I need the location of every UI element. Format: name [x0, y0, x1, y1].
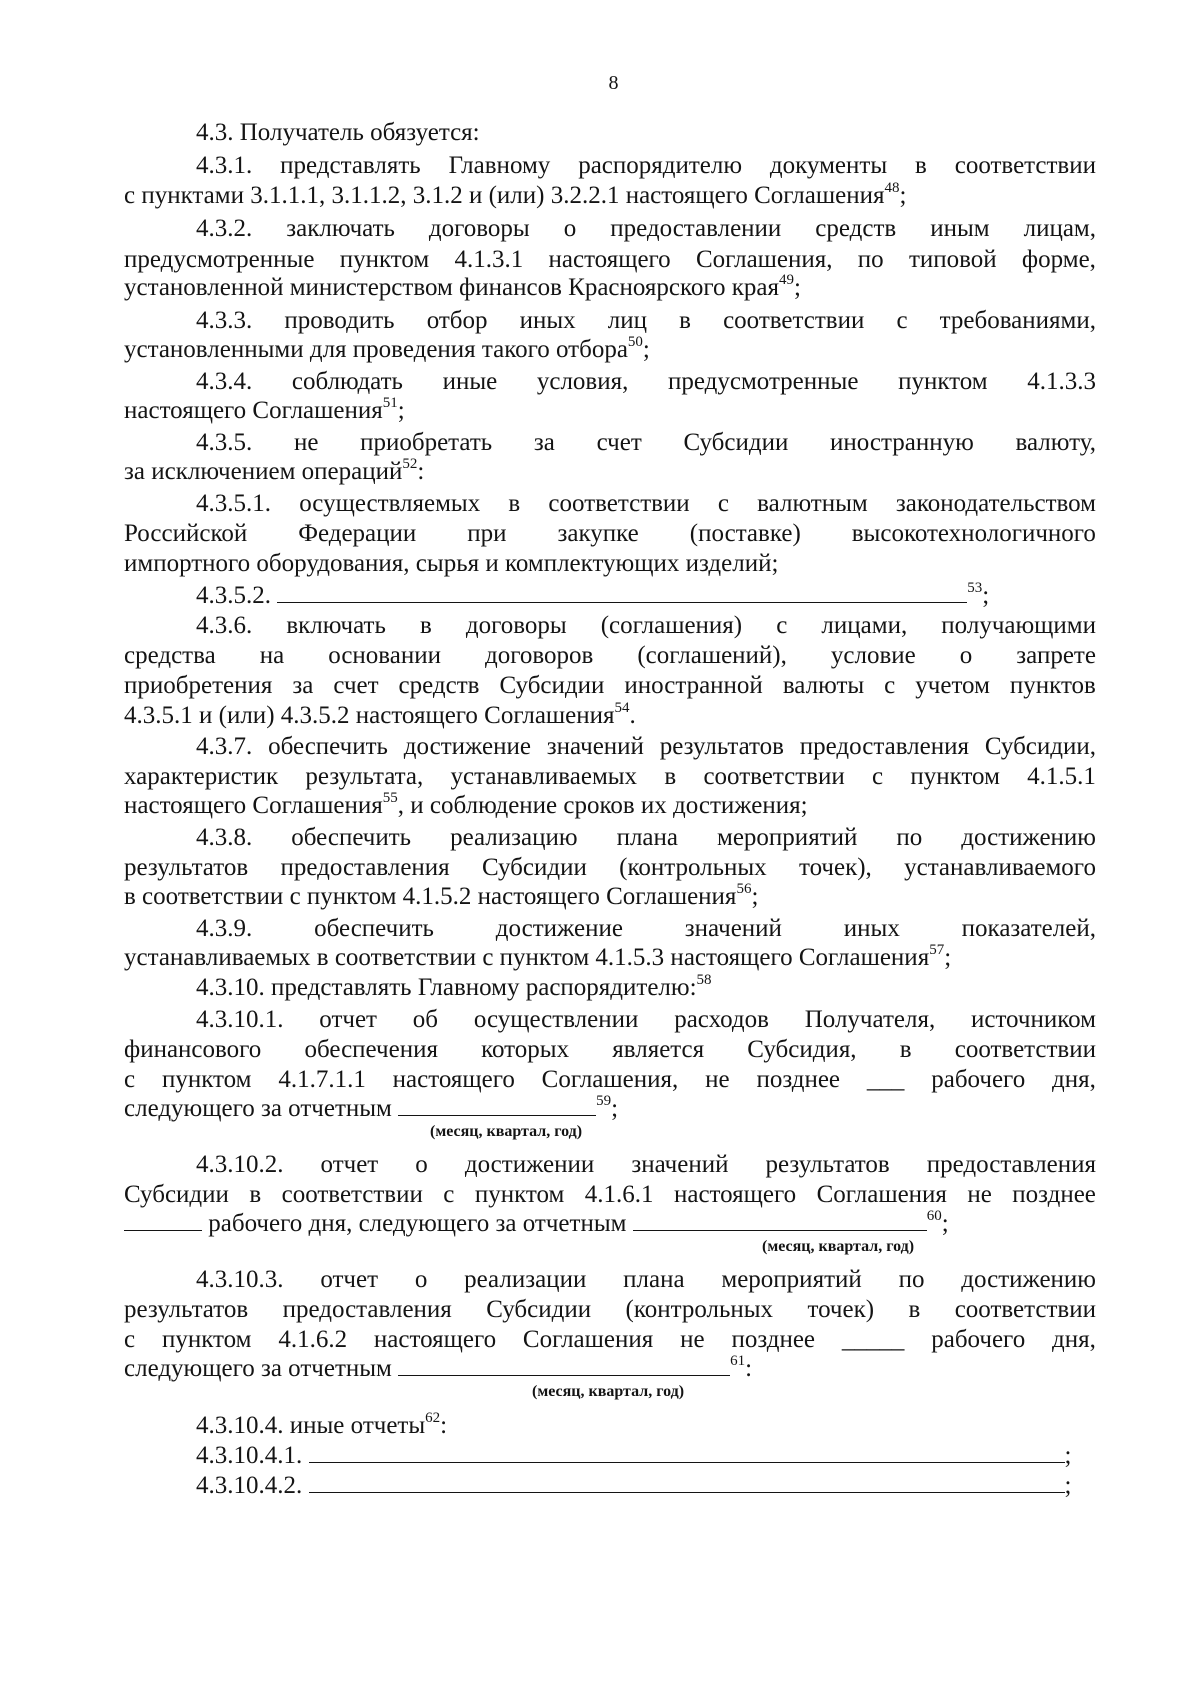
- word: проводить: [284, 307, 395, 334]
- text-line: [196, 305, 1096, 337]
- word: в: [679, 307, 691, 334]
- footnote-ref: 49: [779, 271, 795, 288]
- word: которых: [481, 1036, 570, 1063]
- word: документы: [769, 152, 888, 179]
- footnote-ref: 58: [696, 971, 712, 988]
- word: о: [415, 1151, 428, 1178]
- text-line: в соответствии с пунктом 4.1.5.2 настоящего Соглашения$^{56}$;: [124, 880, 759, 910]
- word: 4.1.7.1.1: [278, 1066, 366, 1093]
- word: с: [443, 1181, 455, 1208]
- word: распорядителю: [578, 152, 743, 179]
- word: в: [419, 612, 432, 639]
- text-line: [196, 1149, 1096, 1181]
- word: точек): [807, 1296, 875, 1323]
- text-line: установленными для проведения такого отбора$^{50}$;: [124, 333, 650, 363]
- text-line: [124, 852, 1096, 884]
- word: реализацию: [450, 824, 578, 851]
- word: предоставления: [280, 854, 450, 881]
- word: приобретать: [360, 429, 493, 456]
- word: 4.3.5.: [196, 429, 253, 456]
- word: обеспечить: [268, 733, 388, 760]
- word: значений: [631, 1151, 729, 1178]
- fill-in-blank[interactable]: [277, 580, 967, 603]
- word: средств: [815, 215, 897, 242]
- word: пунктов: [1009, 672, 1096, 699]
- word: соответствии: [548, 490, 690, 517]
- text-line: следующего за отчетным $^{59}$;: [124, 1092, 619, 1122]
- word: достижению: [961, 824, 1096, 851]
- word: в: [508, 490, 521, 517]
- word: закупке: [557, 520, 639, 547]
- word: настоящего: [392, 1066, 515, 1093]
- word: результатов: [124, 1296, 249, 1323]
- period-caption: (месяц, квартал, год): [762, 1238, 915, 1255]
- text-line: [196, 822, 1096, 854]
- word: является: [612, 1036, 705, 1063]
- word: запрете: [1016, 642, 1096, 669]
- word: предусмотренные: [124, 246, 315, 273]
- word: в: [915, 152, 927, 179]
- word: плана: [623, 1266, 685, 1293]
- word: форме,: [1021, 246, 1096, 273]
- word: устанавливаемых: [450, 763, 638, 790]
- footnote-ref: 62: [425, 1409, 441, 1426]
- word: Российской: [124, 520, 248, 547]
- footnote-ref: 59: [596, 1092, 612, 1109]
- word: за: [533, 429, 555, 456]
- word: (контрольных: [625, 1296, 774, 1323]
- word: соответствии: [954, 1296, 1096, 1323]
- word: договоры: [465, 612, 567, 639]
- word: осуществляемых: [299, 490, 481, 517]
- word: Субсидия,: [747, 1036, 857, 1063]
- word: при: [467, 520, 507, 547]
- word: иных: [843, 915, 900, 942]
- word: представлять: [280, 152, 421, 179]
- word: 4.3.10.1.: [196, 1006, 284, 1033]
- text-line: следующего за отчетным $^{61}$:: [124, 1352, 753, 1382]
- word: достижение: [403, 733, 531, 760]
- word: счет: [596, 429, 642, 456]
- word: (поставке): [689, 520, 801, 547]
- word: Главному: [448, 152, 551, 179]
- text-line: [196, 366, 1096, 398]
- word: иностранной: [624, 672, 763, 699]
- word: финансового: [124, 1036, 262, 1063]
- word: достижении: [464, 1151, 595, 1178]
- word: Субсидии: [481, 854, 587, 881]
- word: о: [563, 215, 577, 242]
- word: соответствии: [281, 1181, 423, 1208]
- word: с: [124, 1066, 136, 1093]
- word: рабочего: [931, 1326, 1026, 1353]
- text-line: [196, 488, 1096, 520]
- word: лицами,: [821, 612, 908, 639]
- word: лиц: [607, 307, 648, 334]
- word: валюту,: [1015, 429, 1096, 456]
- text-line: рабочего дня, следующего за отчетным $^{60}$;: [124, 1208, 1096, 1240]
- word: отчет: [320, 1151, 379, 1178]
- word: по: [896, 824, 923, 851]
- word: средств: [398, 672, 480, 699]
- word: соответствии: [703, 763, 845, 790]
- word: позднее: [1012, 1181, 1096, 1208]
- fill-in-blank[interactable]: [398, 1093, 596, 1116]
- word: не: [293, 429, 319, 456]
- text-line: 4.3.5.1 и (или) 4.3.5.2 настоящего Соглашения$^{54}$.: [124, 699, 636, 729]
- word: с: [871, 763, 884, 790]
- word: (соглашений),: [637, 642, 787, 669]
- word: Федерации: [298, 520, 417, 547]
- word: предоставления: [282, 1296, 452, 1323]
- footnote-ref: 51: [382, 394, 398, 411]
- fill-in-blank[interactable]: [309, 1440, 1065, 1463]
- word: характеристик: [124, 763, 279, 790]
- word: иных: [519, 307, 576, 334]
- word: получающими: [941, 612, 1096, 639]
- word: реализации: [464, 1266, 587, 1293]
- word: заключать: [286, 215, 395, 242]
- word: по: [857, 246, 884, 273]
- word: пунктом: [474, 1181, 565, 1208]
- word: с: [896, 307, 908, 334]
- word: 4.3.5.1.: [196, 490, 271, 517]
- word: соблюдать: [291, 368, 403, 395]
- text-line: [124, 548, 1096, 580]
- word: пунктом: [910, 763, 1000, 790]
- word: не: [967, 1181, 992, 1208]
- text-line: настоящего Соглашения$^{51}$;: [124, 394, 405, 424]
- word: Соглашения,: [541, 1066, 679, 1093]
- text-line: [196, 117, 1096, 149]
- word: 4.3.6.: [196, 612, 253, 639]
- word: предоставлении: [610, 215, 782, 242]
- word: импортного оборудования, сырья и комплектующих изделий;: [124, 550, 779, 577]
- word: требованиями,: [939, 307, 1096, 334]
- word: соответствии: [723, 307, 865, 334]
- word: 4.1.3.1: [454, 246, 524, 273]
- footnote-ref: 54: [614, 699, 630, 716]
- word: результатов: [124, 854, 249, 881]
- word: в: [899, 1036, 912, 1063]
- word: результатов: [659, 733, 784, 760]
- word: устанавливаемого: [904, 854, 1096, 881]
- word: Соглашения: [816, 1181, 947, 1208]
- word: настоящего: [548, 246, 671, 273]
- word: обеспечить: [314, 915, 434, 942]
- word: договоров: [485, 642, 594, 669]
- word: учетом: [915, 672, 990, 699]
- word: 4.1.6.1: [584, 1181, 654, 1208]
- word: 4.1.5.1: [1027, 763, 1096, 790]
- period-caption: (месяц, квартал, год): [430, 1123, 583, 1140]
- word: на: [259, 642, 285, 669]
- word: счет: [333, 672, 379, 699]
- word: позднее: [756, 1066, 841, 1093]
- word: 4.3.7.: [196, 733, 253, 760]
- text-line: [124, 670, 1096, 702]
- word: Субсидии: [683, 429, 789, 456]
- word: 4.1.6.2: [278, 1326, 348, 1353]
- word: лицам,: [1023, 215, 1096, 242]
- footnote-ref: 56: [736, 880, 752, 897]
- text-line: [124, 640, 1096, 672]
- word: показателей,: [961, 915, 1096, 942]
- word: Субсидии: [486, 1296, 592, 1323]
- word: позднее: [731, 1326, 816, 1353]
- word: плана: [616, 824, 679, 851]
- text-line: [196, 610, 1096, 642]
- word: _____: [841, 1326, 905, 1353]
- word: Субсидии: [499, 672, 605, 699]
- word: не: [705, 1066, 730, 1093]
- text-line: [124, 1324, 1096, 1356]
- word: условия,: [536, 368, 629, 395]
- word: основании: [328, 642, 442, 669]
- text-line: [124, 1064, 1096, 1096]
- word: 4.1.3.3: [1027, 368, 1096, 395]
- word: условие: [830, 642, 916, 669]
- word: валютным: [757, 490, 868, 517]
- footnote-ref: 55: [382, 789, 398, 806]
- word: по: [898, 1266, 925, 1293]
- word: обеспечить: [291, 824, 412, 851]
- text-line: [124, 1294, 1096, 1326]
- word: с: [884, 672, 896, 699]
- text-line: 4.3.10. представлять Главному распорядителю:$^{58}$: [196, 971, 712, 1001]
- word: пунктом: [339, 246, 430, 273]
- word: о: [414, 1266, 428, 1293]
- period-caption: (месяц, квартал, год): [532, 1383, 685, 1400]
- word: в: [249, 1181, 262, 1208]
- fill-in-blank[interactable]: [398, 1353, 730, 1376]
- word: о: [959, 642, 973, 669]
- text-line: [124, 1034, 1096, 1066]
- fill-in-blank[interactable]: [124, 1208, 202, 1231]
- text-line: [196, 1004, 1096, 1036]
- word: приобретения: [124, 672, 273, 699]
- word: пунктом: [161, 1326, 252, 1353]
- word: 4.3.2.: [196, 215, 253, 242]
- word: предоставления: [799, 733, 969, 760]
- word: отчет: [319, 1006, 377, 1033]
- word: Субсидии,: [984, 733, 1096, 760]
- footnote-ref: 48: [884, 179, 900, 196]
- text-line: [196, 427, 1096, 459]
- word: пунктом: [898, 368, 988, 395]
- text-line: [124, 1179, 1096, 1211]
- word: типовой: [908, 246, 997, 273]
- word: дня,: [1052, 1326, 1096, 1353]
- word: настоящего: [673, 1181, 797, 1208]
- word: отчет: [320, 1266, 379, 1293]
- word: иностранную: [830, 429, 974, 456]
- word: 4.3.1.: [196, 152, 253, 179]
- word: результата,: [305, 763, 424, 790]
- text-line: установленной министерством финансов Красноярского края$^{49}$;: [124, 271, 801, 301]
- word: 4.3.9.: [196, 915, 253, 942]
- footnote-ref: 50: [627, 333, 643, 350]
- text-line: [196, 213, 1096, 245]
- word: значений: [546, 733, 644, 760]
- word: результатов: [765, 1151, 890, 1178]
- text-line: за исключением операций$^{52}$:: [124, 455, 425, 485]
- word: договоры: [428, 215, 530, 242]
- word: Соглашения,: [695, 246, 833, 273]
- word: ___: [866, 1066, 905, 1093]
- word: Соглашения: [522, 1326, 654, 1353]
- word: с: [717, 490, 729, 517]
- word: 4.3. Получатель обязуется:: [196, 119, 480, 146]
- text-line: [124, 761, 1096, 793]
- word: соответствии: [954, 1036, 1096, 1063]
- fill-in-blank[interactable]: [309, 1470, 1065, 1493]
- text-line: [196, 913, 1096, 945]
- word: об: [412, 1006, 439, 1033]
- word: 4.3.4.: [196, 368, 253, 395]
- footnote-ref: 57: [929, 941, 945, 958]
- word: (соглашения): [600, 612, 743, 639]
- word: иным: [930, 215, 990, 242]
- footnote-ref: 52: [402, 455, 418, 472]
- word: достижение: [495, 915, 623, 942]
- word: с: [776, 612, 788, 639]
- word: настоящего: [373, 1326, 497, 1353]
- text-line: [196, 1264, 1096, 1296]
- text-line: 4.3.5.2. $^{53}$;: [196, 579, 990, 609]
- word: соответствии: [954, 152, 1096, 179]
- word: средства: [124, 642, 216, 669]
- word: отбор: [426, 307, 488, 334]
- word: включать: [286, 612, 386, 639]
- word: валюты: [782, 672, 865, 699]
- word: иные: [442, 368, 498, 395]
- text-line: 4.3.10.4.2. ;: [196, 1472, 1072, 1499]
- footnote-ref: 61: [730, 1352, 746, 1369]
- text-line: устанавливаемых в соответствии с пунктом 4.1.5.3 настоящего Соглашения$^{57}$;: [124, 941, 952, 971]
- word: предусмотренные: [668, 368, 859, 395]
- word: не: [680, 1326, 705, 1353]
- word: источником: [970, 1006, 1096, 1033]
- word: 4.3.3.: [196, 307, 253, 334]
- word: мероприятий: [717, 824, 858, 851]
- word: в: [664, 763, 677, 790]
- footnote-ref: 53: [967, 579, 983, 596]
- word: высокотехнологичного: [851, 520, 1096, 547]
- text-line: 4.3.10.4.1. ;: [196, 1442, 1072, 1469]
- text-line: [196, 150, 1096, 182]
- word: значений: [684, 915, 782, 942]
- page-number: 8: [608, 72, 619, 94]
- word: 4.3.10.2.: [196, 1151, 284, 1178]
- word: дня,: [1052, 1066, 1096, 1093]
- text-line: [196, 731, 1096, 763]
- text-line: [124, 518, 1096, 550]
- word: законодательством: [895, 490, 1096, 517]
- word: осуществлении: [473, 1006, 639, 1033]
- word: с: [124, 1326, 136, 1353]
- word: Получателя,: [804, 1006, 936, 1033]
- word: Субсидии: [124, 1181, 229, 1208]
- word: 4.3.10.3.: [196, 1266, 284, 1293]
- fill-in-blank[interactable]: [633, 1208, 927, 1231]
- text-line: с пунктами 3.1.1.1, 3.1.1.2, 3.1.2 и (или) 3.2.2.1 настоящего Соглашения$^{48}$;: [124, 179, 907, 209]
- word: обеспечения: [304, 1036, 438, 1063]
- word: пунктом: [161, 1066, 252, 1093]
- word: за: [292, 672, 314, 699]
- word: мероприятий: [721, 1266, 862, 1293]
- text-line: 4.3.10.4. иные отчеты$^{62}$:: [196, 1409, 448, 1439]
- word: (контрольных: [619, 854, 767, 881]
- word: точек),: [798, 854, 872, 881]
- word: достижению: [961, 1266, 1096, 1293]
- word: в: [908, 1296, 921, 1323]
- text-line: настоящего Соглашения$^{55}$, и соблюдение сроков их достижения;: [124, 789, 808, 819]
- word: 4.3.8.: [196, 824, 253, 851]
- word: расходов: [674, 1006, 769, 1033]
- footnote-ref: 60: [926, 1207, 942, 1224]
- word: предоставления: [926, 1151, 1096, 1178]
- word: рабочего: [931, 1066, 1026, 1093]
